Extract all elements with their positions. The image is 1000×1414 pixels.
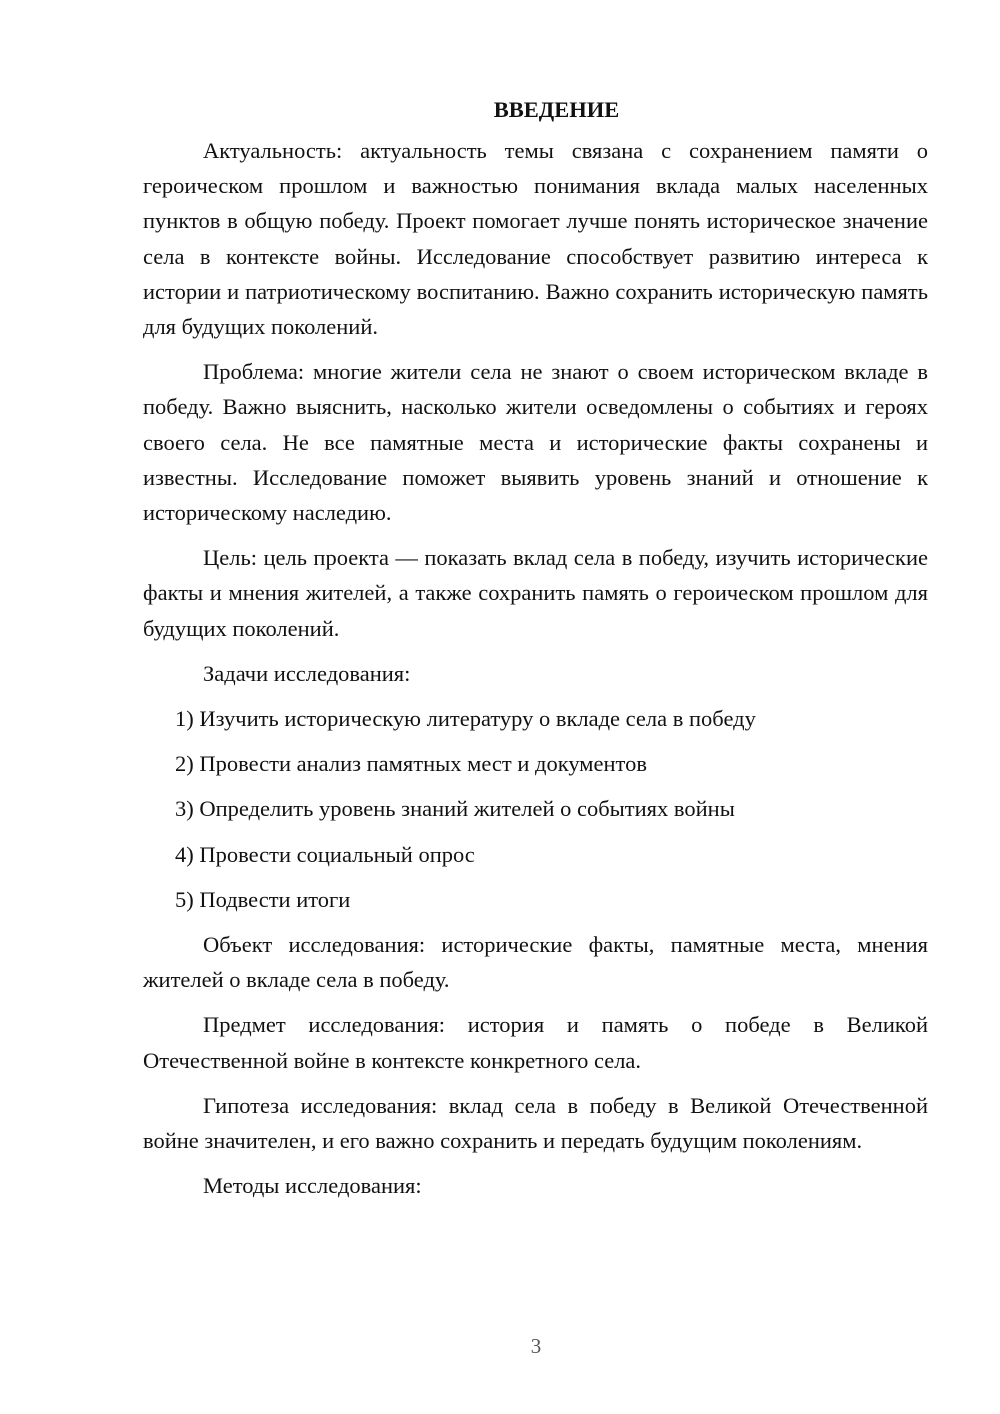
page-number: 3 [530, 1334, 542, 1358]
goal-paragraph: Цель: цель проекта — показать вклад села в победу, изучить исторические факты и мнения жителей, а также сохранить память о героическом прошлом для будущих поколений. [143, 545, 928, 641]
relevance-paragraph: Актуальность: актуальность темы связана с сохранением памяти о героическом прошлом и важностью понимания вклада малых населенных пунктов в общую победу. Проект помогает лучше понять историческое значение села в контексте войны. Исследование способствует развитию интереса к истории и патриотическому воспитанию. Важно сохранить историческую память для будущих поколений. [143, 138, 928, 340]
list-item: 1) Изучить историческую литературу о вкладе села в победу [175, 706, 756, 732]
list-item: 4) Провести социальный опрос [175, 841, 475, 867]
list-item: 3) Определить уровень знаний жителей о событиях войны [175, 796, 735, 822]
subject-paragraph: Предмет исследования: история и память о победе в Великой Отечественной войне в контексте конкретного села. [143, 1012, 928, 1073]
problem-paragraph: Проблема: многие жители села не знают о своем историческом вкладе в победу. Важно выяснить, насколько жители осведомлены о событиях и героях своего села. Не все памятные места и исторические факты сохранены и известны. Исследование поможет выявить уровень знаний и отношение к историческому наследию. [143, 359, 928, 526]
tasks-heading: Задачи исследования: [203, 660, 411, 686]
list-item: 2) Провести анализ памятных мест и документов [175, 751, 647, 777]
task-list [143, 701, 928, 917]
object-paragraph: Объект исследования: исторические факты, памятные места, мнения жителей о вкладе села в победу. [143, 932, 928, 993]
methods-heading: Методы исследования: [203, 1173, 422, 1199]
page-content [143, 92, 928, 1213]
list-item: 5) Подвести итоги [175, 886, 351, 912]
section-title: ВВЕДЕНИЕ [493, 97, 620, 122]
hypothesis-paragraph: Гипотеза исследования: вклад села в победу в Великой Отечественной войне значителен, и его важно сохранить и передать будущим поколениям. [143, 1092, 928, 1154]
